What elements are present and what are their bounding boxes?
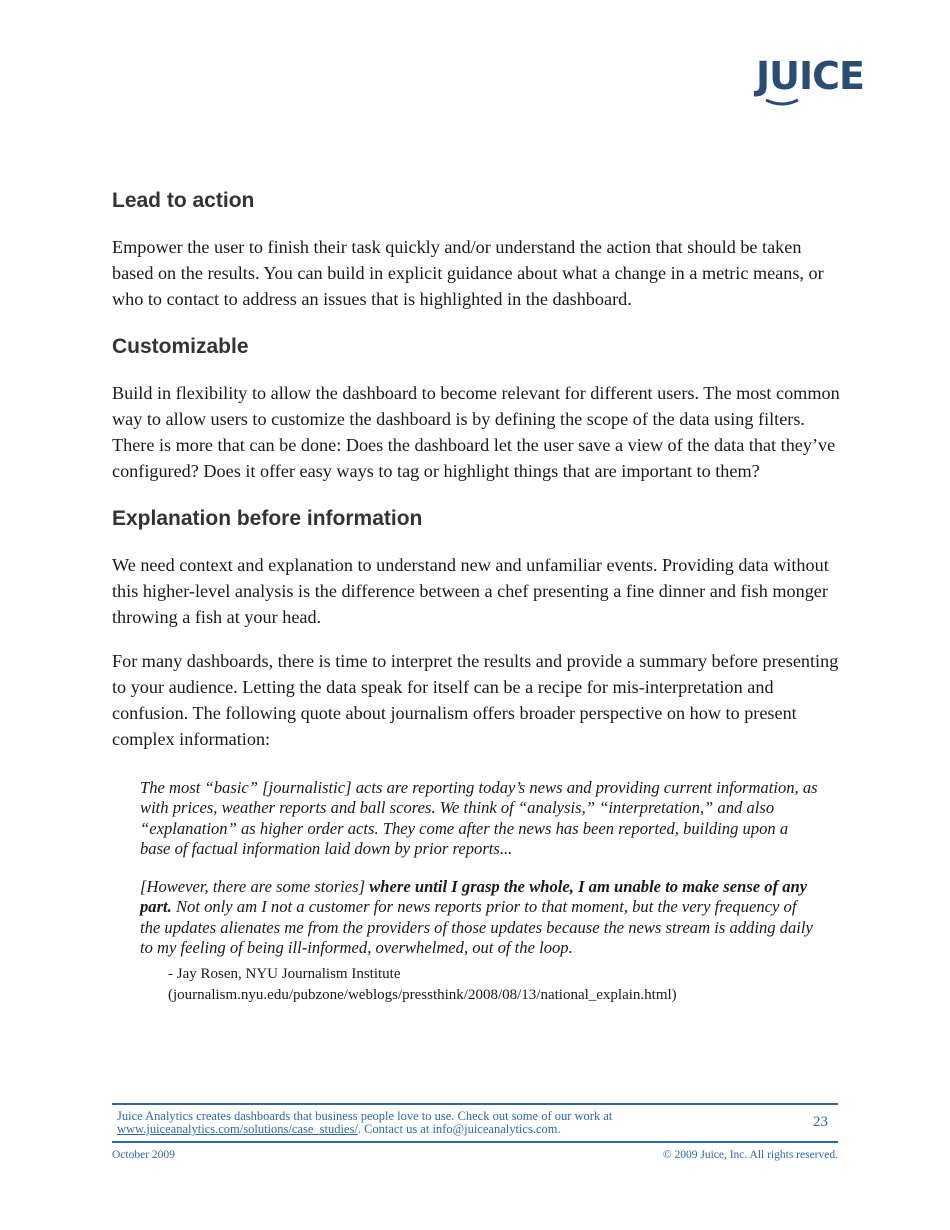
heading-lead-to-action: Lead to action (112, 189, 255, 212)
footer-text-after: . Contact us at info@juiceanalytics.com. (357, 1122, 561, 1136)
quote-paragraph-2 (140, 877, 820, 958)
section-lead-to-action (112, 188, 842, 312)
quote-emphasis: where until I grasp the whole, I am unable to make sense of any part. (140, 877, 808, 917)
heading-customizable: Customizable (112, 335, 249, 358)
footer-divider-bottom (112, 1141, 838, 1143)
footer-copyright: © 2009 Juice, Inc. All rights reserved. (662, 1149, 838, 1161)
section-customizable (112, 334, 842, 484)
heading-explanation: Explanation before information (112, 507, 423, 530)
footer-divider-top (112, 1103, 838, 1105)
case-studies-link[interactable]: www.juiceanalytics.com/solutions/case_studies/ (117, 1122, 358, 1136)
paragraph-lead-to-action: Empower the user to finish their task quickly and/or understand the action that should be taken based on the results. You can build in explicit guidance about what a change in a metric means, or who to contact to address an issues that is highlighted in the dashboard. (112, 237, 824, 309)
quote-attribution: - Jay Rosen, NYU Journalism Institute (journalism.nyu.edu/pubzone/weblogs/pressthink/2008/08/13/national_explain.html) (168, 966, 677, 1003)
page-content (112, 188, 842, 1005)
logo-smile-icon (756, 54, 864, 106)
footer-text-before: Juice Analytics creates dashboards that business people love to use. Check out some of our work at (117, 1109, 613, 1123)
footer-date: October 2009 (112, 1149, 175, 1161)
quote-rest: Not only am I not a customer for news reports prior to that moment, but the very frequency of the updates alienates me from the providers of those updates because the news stream is adding daily to my feeling of being ill-informed, overwhelmed, out of the loop. (140, 897, 813, 958)
logo-wordmark: JUICE (756, 54, 864, 98)
paragraph-explanation-2: For many dashboards, there is time to interpret the results and provide a summary before presenting to your audience. Letting the data speak for itself can be a recipe for mis-interpretation and confusion. The following quote about journalism offers broader perspective on how to present complex information: (112, 651, 839, 749)
page-number: 23 (813, 1114, 828, 1130)
section-explanation (112, 506, 842, 752)
footer-note (117, 1110, 757, 1136)
juice-logo (756, 54, 864, 106)
blockquote (140, 778, 820, 958)
quote-paragraph-1: The most “basic” [journalistic] acts are reporting today’s news and providing current information, as with prices, weather reports and ball scores. We think of “analysis,” “interpretation,” and also “explanation” as higher order acts. They come after the news has been reported, building upon a base of factual information laid down by prior reports... (140, 778, 818, 858)
quote-intro: [However, there are some stories] (140, 877, 370, 897)
paragraph-explanation-1: We need context and explanation to understand new and unfamiliar events. Providing data without this higher-level analysis is the difference between a chef presenting a fine dinner and fish monger throwing a fish at your head. (112, 555, 829, 627)
paragraph-customizable: Build in flexibility to allow the dashboard to become relevant for different users. The most common way to allow users to customize the dashboard is by defining the scope of the data using filters. There is more that can be done: Does the dashboard let the user save a view of the data that they’ve configured? Does it offer easy ways to tag or highlight things that are important to them? (112, 383, 840, 481)
